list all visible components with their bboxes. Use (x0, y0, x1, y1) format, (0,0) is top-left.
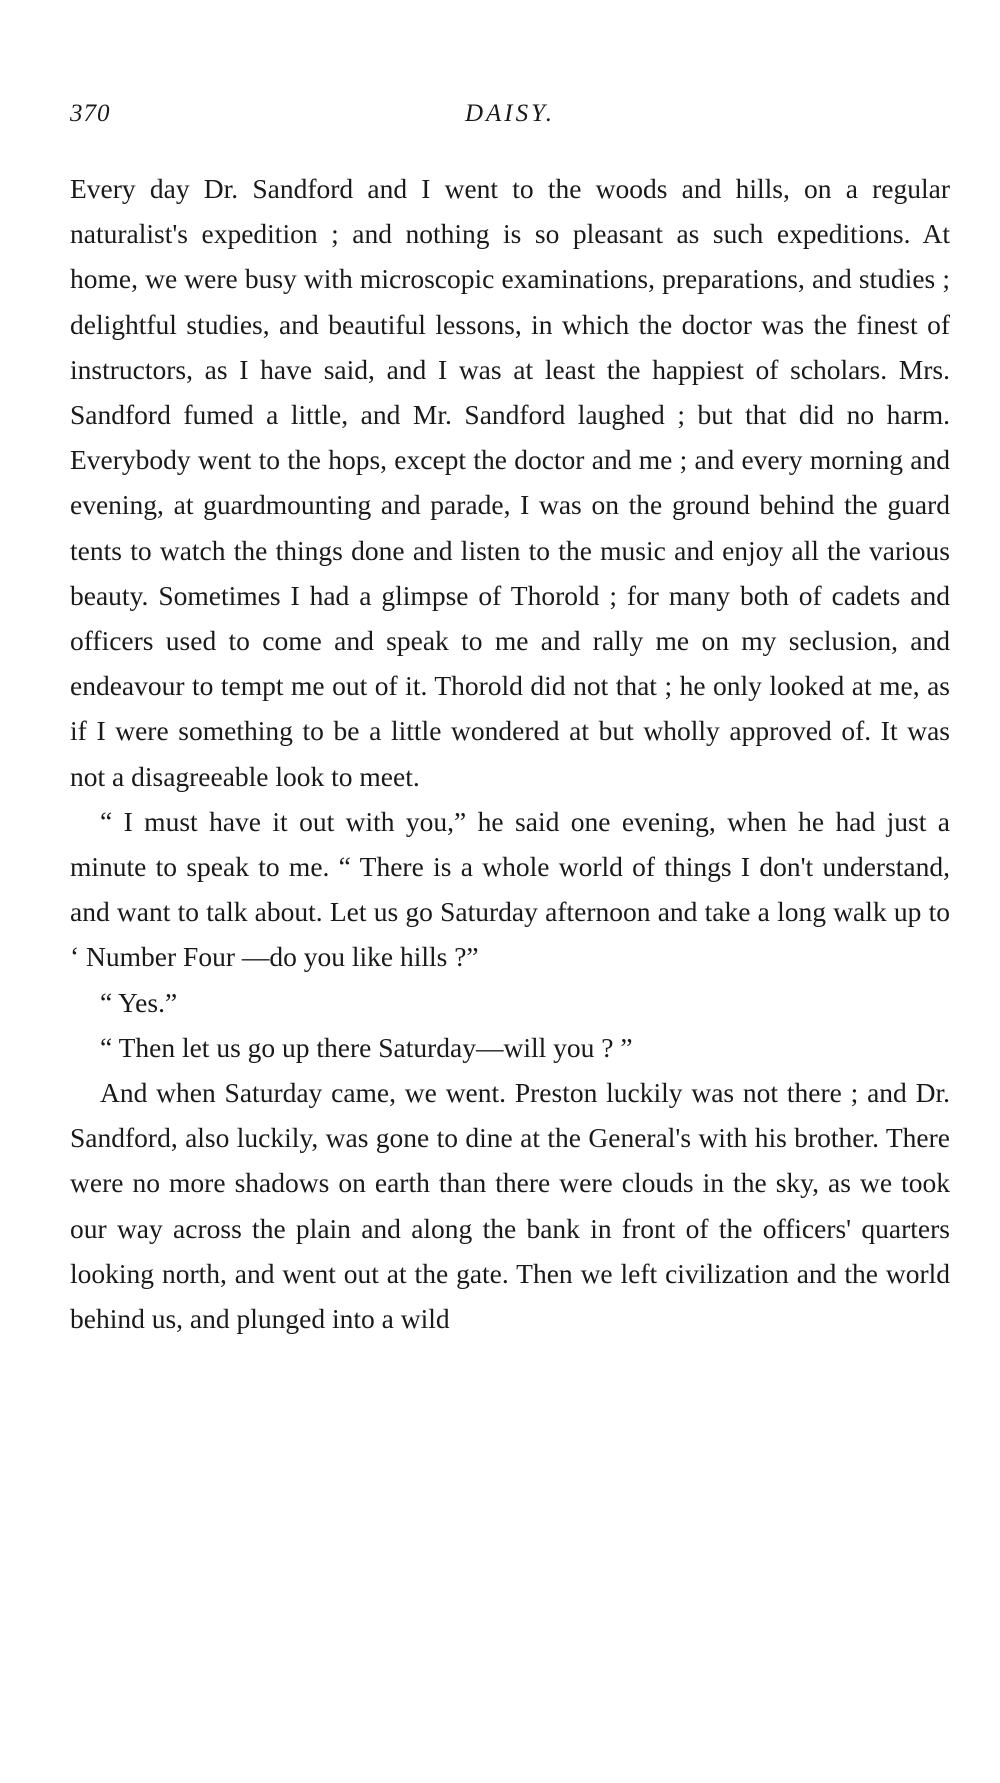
paragraph: Every day Dr. Sandford and I went to the woods and hills, on a regular naturalist's expedition ; and nothing is so pleasant as such expeditions. At home, we were busy with microscopic examinations, preparations, and studies ; delightful studies, and beautiful lessons, in which the doctor was the finest of instructors, as I have said, and I was at least the happiest of scholars. Mrs. Sandford fumed a little, and Mr. Sandford laughed ; but that did no harm. Everybody went to the hops, except the doctor and me ; and every morning and evening, at guardmounting and parade, I was on the ground behind the guard tents to watch the things done and listen to the music and enjoy all the various beauty. Sometimes I had a glimpse of Thorold ; for many both of cadets and officers used to come and speak to me and rally me on my seclusion, and endeavour to tempt me out of it. Thorold did not that ; he only looked at me, as if I were something to be a little wondered at but wholly approved of. It was not a disagreeable look to meet. (70, 173, 950, 792)
paragraph: “ I must have it out with you,” he said one evening, when he had just a minute to speak to me. “ There is a whole world of things I don't understand, and want to talk about. Let us go Saturday afternoon and take a long walk up to ‘ Number Four —do you like hills ?” (70, 805, 950, 973)
body-text (70, 166, 950, 1341)
page-header (70, 100, 950, 140)
paragraph: “ Yes.” (100, 986, 178, 1018)
page-number: 370 (70, 100, 111, 127)
running-head: DAISY. (464, 100, 555, 127)
paragraph: And when Saturday came, we went. Preston luckily was not there ; and Dr. Sandford, also luckily, was gone to dine at the General's with his brother. There were no more shadows on earth than there were clouds in the sky, as we took our way across the plain and along the bank in front of the officers' quarters looking north, and went out at the gate. Then we left civilization and the world behind us, and plunged into a wild (70, 1077, 950, 1335)
paragraph: “ Then let us go up there Saturday—will you ? ” (100, 1031, 633, 1063)
